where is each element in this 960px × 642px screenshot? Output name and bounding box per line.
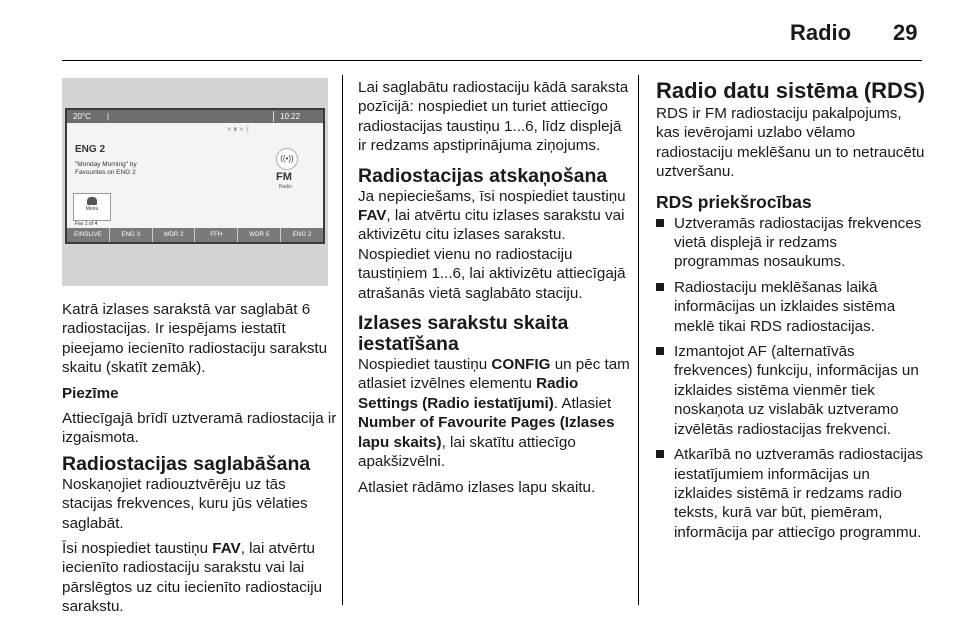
rds-intro-paragraph: RDS ir FM radiostaciju pakalpojums, kas ievērojami uzlabo vēlamo radiostaciju meklēšanu un to netraucētu uztveršanu. (656, 105, 925, 181)
select-count-paragraph: Atlasiet rādāmo izlases lapu skaitu. (358, 478, 596, 496)
menu-button[interactable] (73, 193, 111, 221)
page-header-title: Radio (790, 20, 852, 45)
band-label: FM (276, 171, 292, 183)
note-body: Attiecīgajā brīdī uztveramā radiostacija ir izgaismota. (62, 410, 337, 447)
config-key: CONFIG (491, 356, 551, 374)
preset-button-6[interactable]: ENG 2 (292, 231, 312, 238)
mute-icon: ✕ (239, 126, 246, 133)
radio-text-line-1: "Monday Morning" by (75, 161, 137, 168)
preset-bar (67, 228, 323, 242)
header-rule (62, 60, 922, 61)
section-heading-saving: Radiostacijas saglabāšana (62, 452, 311, 475)
preset-button-2[interactable]: ENG 3 (110, 228, 153, 242)
saving-paragraph-1: Noskaņojiet radiouztvērēju uz tās stacijas frekvences, kuru jūs vēlaties saglabāt. (62, 475, 308, 532)
status-divider (273, 111, 274, 122)
list-count-paragraph: Nospiediet taustiņu CONFIG un pēc tam atlasiet izvēlnes elementu Radio Settings (Radio iestatījumi). Atlasiet Number of Favourite Pages (Izlases lapu skaits), lai skatītu attiecīgo apakšizvēlni. (358, 356, 630, 471)
status-bar (67, 110, 323, 123)
right-column (656, 78, 926, 548)
column-divider-left (342, 75, 343, 605)
fm-antenna-icon: ((•)) (276, 148, 298, 170)
preset-button-1[interactable]: EINSLIVE (67, 228, 110, 242)
list-item: Atkarībā no uztveramās radiostacijas iestatījumiem informācijas un izklaides sistēmā ir redzams radio teksts, kurā var būt, piemēram, informācija par attiecīgo programmu. (656, 445, 926, 542)
status-icons (227, 126, 252, 133)
list-item: Radiostaciju meklēšanas laikā informācijas un izklaides sistēma meklē tikai RDS radiostacijas. (656, 278, 926, 336)
menu-icon (87, 197, 97, 205)
saving-paragraph-2: Īsi nospiediet taustiņu FAV, lai atvērtu iecienīto radiostaciju sarakstu vai lai pārslēgtos uz citu iecienīto radiostaciju sarakstu. (62, 540, 323, 616)
section-heading-list-count: Izlases sarakstu skaita iestatīšana (358, 312, 569, 356)
list-item: Izmantojot AF (alternatīvās frekvences) funkciju, informācijas un izklaides sistēma vienmēr tiek noskaņota uz vislabāk uztveramo izvēlētās radiostacijas frekvenci. (656, 342, 926, 439)
bluetooth-icon: ᛒ (245, 126, 252, 133)
favourite-pages-menu-item: Number of Favourite Pages (Izlases lapu skaits) (358, 414, 615, 451)
bullet-icon (656, 283, 664, 291)
middle-column (358, 78, 630, 503)
menu-button-label: Menu (85, 206, 99, 212)
preset-button-3[interactable]: WDR 2 (153, 228, 196, 242)
fav-key: FAV (358, 207, 387, 225)
station-name: ENG 2 (75, 144, 106, 155)
bullet-icon (656, 347, 664, 355)
fav-key: FAV (212, 540, 241, 558)
intro-paragraph: Katrā izlases sarakstā var saglabāt 6 radiostacijas. Ir iespējams iestatīt pieejamo iecienīto radiostaciju sarakstu skaitu (skatīt zemāk). (62, 301, 328, 377)
page-number: 29 (893, 20, 918, 45)
radio-settings-menu-item: Radio Settings (Radio iestatījumi) (358, 375, 579, 412)
rds-benefits-list (656, 214, 926, 543)
left-column (62, 300, 337, 623)
bullet-icon (656, 219, 664, 227)
signal-icon: ▮ (233, 126, 240, 133)
radio-text-line-2: Favourites on ENG 2 (75, 169, 136, 176)
section-heading-rds: Radio datu sistēma (RDS) (656, 78, 925, 103)
section-heading-playback: Radiostacijas atskaņošana (358, 164, 608, 187)
band-sublabel: Radio (279, 184, 293, 190)
bullet-icon (656, 450, 664, 458)
wifi-icon: ≋ (227, 126, 234, 133)
radio-screen (65, 108, 325, 244)
radio-display-photo (62, 78, 328, 286)
column-divider-right (638, 75, 639, 605)
list-item: Uztveramās radiostacijas frekvences vietā displejā ir redzams programmas nosaukums. (656, 214, 926, 272)
playback-paragraph: Ja nepieciešams, īsi nospiediet taustiņu FAV, lai atvērtu citu izlases sarakstu vai aktivizētu citu izlases sarakstu. Nospiediet vienu no radiostaciju taustiņiem 1...6, lai aktivizētu attiecīgajā atrašanās vietā saglabāto staciju. (358, 187, 626, 302)
preset-button-4[interactable]: FFH (195, 228, 238, 242)
status-tick: | (107, 112, 110, 121)
temperature-readout: 20°C (73, 112, 91, 121)
clock-readout: 10:22 (280, 112, 301, 121)
preset-button-5[interactable]: WDR 5 (238, 228, 281, 242)
favourite-page-indicator: Fav 1 of 4 (75, 221, 98, 227)
store-position-paragraph: Lai saglabātu radiostaciju kādā saraksta pozīcijā: nospiediet un turiet attiecīgo radiostacijas taustiņu 1...6, līdz displejā ir redzams apstiprinājuma ziņojums. (358, 79, 629, 155)
section-subheading-rds-benefits: RDS priekšrocības (656, 191, 812, 212)
note-title: Piezīme (62, 384, 119, 402)
